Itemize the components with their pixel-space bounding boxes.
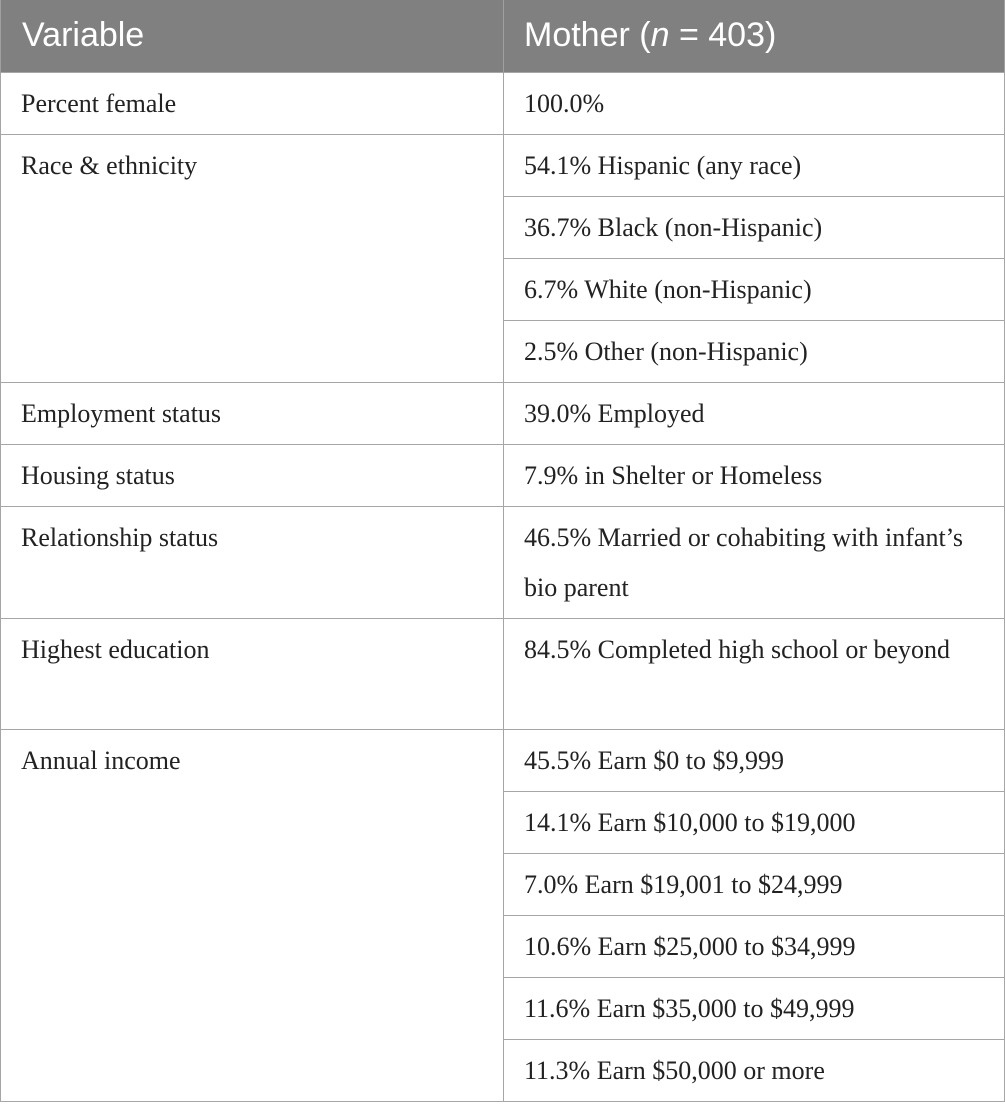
header-mother-prefix: Mother ( [524,16,651,55]
table-row [1,729,1005,791]
value-cell: 54.1% Hispanic (any race) [504,134,1005,196]
value-cell: 7.9% in Shelter or Homeless [504,444,1005,506]
variable-cell: Percent female [1,72,504,134]
header-variable: Variable [1,0,504,72]
value-cell: 100.0% [504,72,1005,134]
value-cell: 7.0% Earn $19,001 to $24,999 [504,853,1005,915]
value-cell: 84.5% Completed high school or beyond [504,618,1005,729]
table-row [1,506,1005,618]
value-cell: 39.0% Employed [504,382,1005,444]
value-cell: 46.5% Married or cohabiting with infant’s bio parent [504,506,1005,618]
table-row [1,618,1005,729]
value-cell: 45.5% Earn $0 to $9,999 [504,729,1005,791]
table-row [1,134,1005,196]
value-cell: 6.7% White (non-Hispanic) [504,258,1005,320]
variable-cell: Relationship status [1,506,504,618]
table-row [1,382,1005,444]
variable-cell: Annual income [1,729,504,1101]
variable-cell: Race & ethnicity [1,134,504,382]
table-header [1,0,1005,72]
value-cell: 2.5% Other (non-Hispanic) [504,320,1005,382]
header-mother [504,0,1005,72]
table-row [1,72,1005,134]
table-body [1,72,1005,1101]
value-cell: 11.6% Earn $35,000 to $49,999 [504,977,1005,1039]
value-cell: 11.3% Earn $50,000 or more [504,1039,1005,1101]
header-mother-n: n [650,16,670,55]
value-cell: 36.7% Black (non-Hispanic) [504,196,1005,258]
header-row [1,0,1005,72]
header-mother-suffix: = 403) [669,16,777,55]
variable-cell: Employment status [1,382,504,444]
value-cell: 10.6% Earn $25,000 to $34,999 [504,915,1005,977]
variable-cell: Housing status [1,444,504,506]
table-row [1,444,1005,506]
variable-cell: Highest education [1,618,504,729]
value-cell: 14.1% Earn $10,000 to $19,000 [504,791,1005,853]
